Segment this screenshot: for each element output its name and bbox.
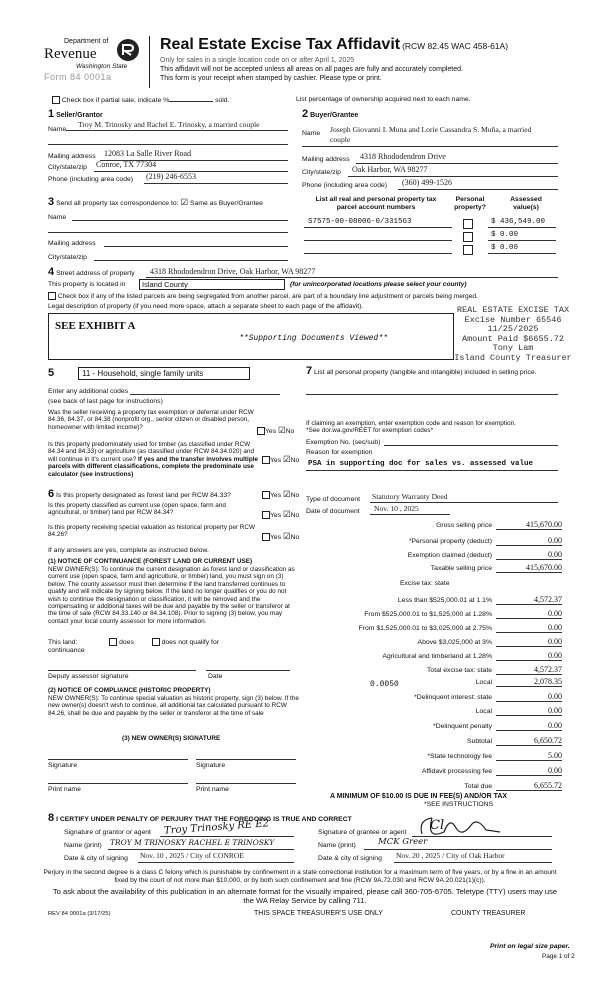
buyer-city-label: City/state/zip (302, 169, 341, 176)
page-number: Page 1 of 2 (542, 953, 575, 960)
grantor-sig-label: Signature of grantor or agent (64, 829, 151, 836)
treasurer-stamp: REAL ESTATE EXCISE TAX Excise Number 65546 11/25/2025 Amount Paid $6655.72 Tony Lam Island County Treasurer (454, 305, 572, 363)
calc-tech-fee: *State technology fee 5.00 (427, 751, 562, 760)
property-street[interactable]: 4318 Rhododendron Drive, Oak Harbor, WA 98277 (150, 267, 316, 276)
personal-col-header: Personal property? (454, 196, 486, 211)
grantor-signature[interactable]: Troy Trinosky RE E2 (163, 818, 270, 837)
calc-delinquent-interest: *Delinquent interest: state 0.00 (414, 692, 562, 701)
county-select[interactable]: Island County (139, 279, 285, 290)
historic-yes-checkbox[interactable] (262, 533, 270, 541)
segregated-checkbox[interactable] (48, 292, 56, 300)
see-back-note: (see back of last page for instructions) (48, 398, 163, 405)
historic-no-checkbox[interactable]: ☑ (282, 531, 291, 541)
calc-ag-timber: Agricultural and timberland at 1.28% 0.00 (382, 651, 562, 660)
unincorporated-note: (for unincorporated locations please select your county) (290, 281, 467, 288)
calc-processing-fee: Affidavit processing fee 0.00 (421, 766, 562, 775)
this-land-row: This land: does does not qualify for (48, 638, 219, 646)
continuance-label: continuance (48, 647, 85, 654)
calc-delinquent-penalty: *Delinquent penalty 0.00 (433, 721, 562, 730)
state-label: Washington State (76, 63, 128, 70)
partial-sale-checkbox[interactable] (52, 96, 60, 104)
grantee-date-label: Date & city of signing (318, 855, 382, 862)
calc-tier-3: From $1,525,000.01 to $3,025,000 at 2.75% 0.00 (358, 623, 562, 632)
current-use-no-checkbox[interactable]: ☑ (282, 509, 291, 519)
calc-exemption: Exemption claimed (deduct) 0.00 (407, 550, 562, 559)
grantee-name-label: Name (print) (318, 842, 356, 849)
calc-total-due: Total due 6,655.72 (464, 781, 562, 790)
minimum-note: A MINIMUM OF $10.00 IS DUE IN FEE(S) AND/OR TAX (330, 793, 508, 800)
exemption-no-checkbox[interactable]: ☑ (277, 425, 286, 435)
legal-description: SEE EXHIBIT A (55, 320, 136, 332)
buyer-address[interactable]: 4318 Rhododendron Drive (360, 152, 446, 161)
if-yes-note: If any answers are yes, complete as instructed below. (48, 547, 209, 554)
seller-phone[interactable]: (219) 246-6553 (146, 172, 196, 181)
grantee-signature[interactable]: Cl (430, 818, 445, 833)
calc-delinquent-local: Local 0.00 (475, 706, 562, 715)
assessed-col-header: Assessed value(s) (510, 196, 542, 211)
notice-1-body: NEW OWNER(S): To continue the current designation as forest land or classification as current use (open space, farm and agriculture, or timber) land, you must sign on (3) below. The county assessor must then determine if the land transferred continues to qualify and will indicate by signing below. If the land no longer qualifies or you do not wish to continue the designation or classification, it will be removed and the compensating or additional taxes will be due and payable by the seller or transferor at the time of sale (RCW 84.33.140 or 84.34.108). Prior to signing (3) below, you may contact your local county assessor for more information. (48, 566, 295, 625)
certify-heading: 8 I CERTIFY UNDER PENALTY OF PERJURY THAT THE FOREGOING IS TRUE AND CORRECT (48, 812, 352, 824)
current-use-yes-no: Yes ☑No (262, 509, 299, 520)
new-owner-signature-label-1: Signature (48, 762, 78, 769)
notice-2-body: NEW OWNER(S): To continue special valuation as historic property, sign (3) below. If the new owner(s) doesn't wish to continue, all additional tax calculated pursuant to RCW 84.26, shall be due and payable by the seller or transferor at the time of sale (48, 695, 299, 717)
buyer-phone[interactable]: (360) 499-1526 (402, 178, 452, 187)
grantor-name-label: Name (print) (64, 842, 102, 849)
see-instructions: *SEE INSTRUCTIONS (424, 801, 494, 808)
grantor-date-city[interactable]: Nov. 10 , 2025 / City of CONROE (140, 851, 244, 860)
exemption-yes-checkbox[interactable] (257, 427, 265, 435)
calc-local: Local 2,078.35 (475, 677, 562, 686)
personal-property-checkbox-1[interactable] (463, 219, 473, 229)
corr-name-label: Name (48, 214, 67, 221)
local-rate[interactable]: 0.0050 (370, 680, 399, 689)
does-checkbox[interactable] (109, 638, 117, 646)
document-date[interactable]: Nov. 10 , 2025 (374, 504, 419, 513)
exemption-reason[interactable]: PSA in supporting doc for sales vs. assessed value (308, 460, 534, 468)
calc-subtotal: Subtotal 6,650.72 (467, 736, 562, 745)
alt-format-note: To ask about the availability of this publication in an alternate format for the visually impaired, please call 360-705-6705. Teletype (TTY) users may use the WA Relay Service by calling 711. (52, 887, 558, 905)
timber-no-checkbox[interactable]: ☑ (282, 454, 291, 464)
seller-addr-label: Mailing address (48, 153, 96, 160)
legal-size-note: Print on legal size paper. (490, 943, 570, 950)
dor-emblem-icon (116, 38, 140, 62)
personal-property-heading: 7 List all personal property (tangible and intangible) included in selling price. (306, 365, 537, 377)
notice-1-title: (1) NOTICE OF CONTINUANCE (FOREST LAND OR CURRENT USE) (48, 558, 253, 565)
same-as-buyer-checkbox[interactable]: ☑ (180, 197, 189, 207)
exemption-note: If claiming an exemption, enter exemption code and reason for exemption. *See dor.wa.gov/REET for exemption codes* (306, 420, 516, 435)
new-owner-print-label-2: Print name (196, 786, 229, 793)
personal-property-checkbox-2[interactable] (463, 232, 473, 242)
street-address-row: 4 Street address of property (48, 266, 135, 278)
forest-yes-checkbox[interactable] (262, 491, 270, 499)
assessed-value-2[interactable]: $ 0.00 (491, 231, 519, 239)
assessed-value-1[interactable]: $ 436,549.00 (491, 218, 546, 226)
supporting-docs-note: **Supporting Documents Viewed** (239, 334, 388, 343)
notice-2-title: (2) NOTICE OF COMPLIANCE (HISTORIC PROPERTY) (48, 687, 211, 694)
calc-gross: Gross selling price 415,670.00 (436, 520, 562, 529)
notice-3-title: (3) NEW OWNER(S) SIGNATURE (122, 735, 221, 742)
exemption-no-label: Exemption No. (sec/sub) (306, 439, 381, 446)
timber-question: Is this property predominately used for timber (as classified under RCW 84.34 and 84.33) or agriculture (as classified under RCW 84.34.020) and will continue in it's current use? If yes and the transfer involves multiple parcels with different classifications, complete the predominate use calculator (see instructions) (48, 441, 259, 478)
calc-total-state: Total excise tax: state 4,572.37 (427, 665, 562, 674)
partial-sale-row: Check box if partial sale, indicate % sold. (52, 96, 229, 104)
seller-city[interactable]: Conroe, TX 77304 (96, 160, 157, 169)
personal-property-checkbox-3[interactable] (463, 245, 473, 255)
buyer-phone-label: Phone (including area code) (302, 182, 388, 189)
historic-question: Is this property receiving special valuation as historical property per RCW 84.26? (48, 524, 256, 539)
corr-city-label: City/state/zip (48, 254, 87, 261)
grantee-date-city[interactable]: Nov. 20 , 2025 / City of Oak Harbor (396, 851, 505, 860)
timber-yes-checkbox[interactable] (262, 456, 270, 464)
header-note-3: This form is your receipt when stamped by cashier. Please type or print. (160, 75, 382, 82)
current-use-yes-checkbox[interactable] (262, 511, 270, 519)
header-note-2: This affidavit will not be accepted unless all areas on all pages are fully and accurately completed. (160, 66, 463, 73)
additional-codes-label: Enter any additional codes (48, 388, 129, 395)
calc-tier-2: From $525,000.01 to $1,525,000 at 1.28% 0.00 (364, 609, 562, 618)
dor-logo (36, 38, 146, 84)
form-number: Form 84 0001a (44, 72, 112, 82)
reason-label: Reason for exemption (306, 449, 373, 456)
page-title: Real Estate Excise Tax Affidavit (RCW 82.45 WAC 458-61A) (160, 36, 509, 53)
grantee-sig-label: Signature of grantee or agent (318, 829, 407, 836)
revenue-wordmark: Revenue (44, 46, 97, 62)
doc-type-label: Type of document (306, 496, 361, 503)
seller-phone-label: Phone (including area code) (48, 176, 134, 183)
treasurer-use-only: THIS SPACE TREASURER'S USE ONLY (254, 910, 383, 917)
buyer-name-2[interactable]: couple (330, 135, 351, 144)
new-owner-print-label-1: Print name (48, 786, 81, 793)
historic-yes-no: Yes ☑No (262, 531, 299, 542)
exemption-yes-no: Yes ☑No (257, 425, 294, 436)
exemption-question: Was the seller receiving a property tax exemption or deferral under RCW 84.36, 84.37, or 84.38 (nonprofit org., senior citizen or disabled person, homeowner with limited income)? (48, 409, 254, 431)
grantee-name[interactable]: MCK Greer (378, 837, 428, 847)
parcel-col-header: List all real and personal property tax parcel account numbers (315, 196, 437, 211)
forest-no-checkbox[interactable]: ☑ (282, 489, 291, 499)
calc-personal: *Personal property (deduct) 0.00 (408, 536, 562, 545)
use-code-select[interactable]: 11 - Household, single family units (78, 367, 250, 380)
ownership-note: List percentage of ownership acquired next to each name. (296, 96, 471, 103)
calc-tier-4: Above $3,025,000 at 3% 0.00 (417, 637, 562, 646)
calc-tier-1: Less than $525,000.01 at 1.1% 4,572.37 (397, 595, 562, 604)
forest-question: 6 Is this property designated as forest land per RCW 84.33? (48, 488, 231, 500)
seller-address[interactable]: 12083 La Salle River Road (104, 149, 192, 158)
parcel-number-1[interactable]: S7575-00-08006-0/331563 (308, 218, 412, 226)
legal-desc-label: Legal description of property (if you need more space, attach a separate sheet to each page of the affidavit). (48, 303, 364, 310)
segregated-row: Check box if any of the listed parcels are being segregated from another parcel, are part of a boundary line adjustment or parcels being merged. (48, 292, 478, 300)
document-type[interactable]: Statutory Warranty Deed (372, 492, 448, 501)
timber-yes-no: Yes ☑No (262, 454, 299, 465)
header-note-1: Only for sales in a single location code on or after April 1, 2025 (160, 57, 355, 64)
buyer-addr-label: Mailing address (302, 156, 350, 163)
forest-yes-no: Yes ☑No (262, 489, 299, 500)
seller-name-label: Name (48, 126, 67, 133)
buyer-name-label: Name (302, 130, 321, 137)
corr-addr-label: Mailing address (48, 240, 96, 247)
deputy-signature-label: Deputy assessor signature (48, 673, 129, 680)
seller-city-label: City/state/zip (48, 164, 87, 171)
county-treasurer-label: COUNTY TREASURER (451, 910, 526, 917)
buyer-name-1[interactable]: Joseph Giovanni I. Muna and Lorie Cassandra S. Muña, a married (330, 125, 532, 134)
located-label: This property is located in (48, 281, 126, 288)
buyer-heading: 2 Buyer/Grantee (302, 108, 359, 120)
legal-description-box[interactable] (48, 313, 454, 360)
doc-date-label: Date of document (306, 508, 360, 515)
current-use-question: Is this property classified as current use (open space, farm and agricultural, or timber) land per RCW 84.34? (48, 502, 226, 517)
perjury-notice: Perjury in the second degree is a class C felony which is punishable by confinement in a state correctional institution for a maximum term of five years, or by a fine in an amount fixed by the court of not more than $10,000, or by both such confinement and fine (RCW 9A.72.030 and RCW 9A.20.021(1)(c)). (43, 869, 557, 884)
correspondence-heading: 3 Send all property tax correspondence to: ☑ Same as Buyer/Grantee (48, 196, 263, 208)
grantor-name[interactable]: TROY M TRINOSKY RACHEL E TRINOSKY (110, 838, 275, 847)
calc-excise-state-label: Excise tax: state (400, 580, 450, 587)
grantor-date-label: Date & city of signing (64, 855, 128, 862)
seller-heading: 1 Seller/Grantor (48, 108, 103, 120)
new-owner-signature-label-2: Signature (196, 762, 226, 769)
buyer-city[interactable]: Oak Harbor, WA 98277 (352, 165, 428, 174)
assessed-value-3[interactable]: $ 0.00 (491, 244, 519, 252)
section-5-number: 5 (48, 367, 55, 379)
seller-name[interactable]: Troy M. Trinosky and Rachel E. Trinosky, a married couple (78, 120, 260, 129)
does-not-checkbox[interactable] (152, 638, 160, 646)
calc-taxable: Taxable selling price 415,670.00 (430, 563, 562, 572)
dept-label: Department of (64, 38, 109, 45)
deputy-date-label: Date (208, 673, 223, 680)
revision-label: REV 84 0001a (3/17/25) (48, 911, 111, 917)
